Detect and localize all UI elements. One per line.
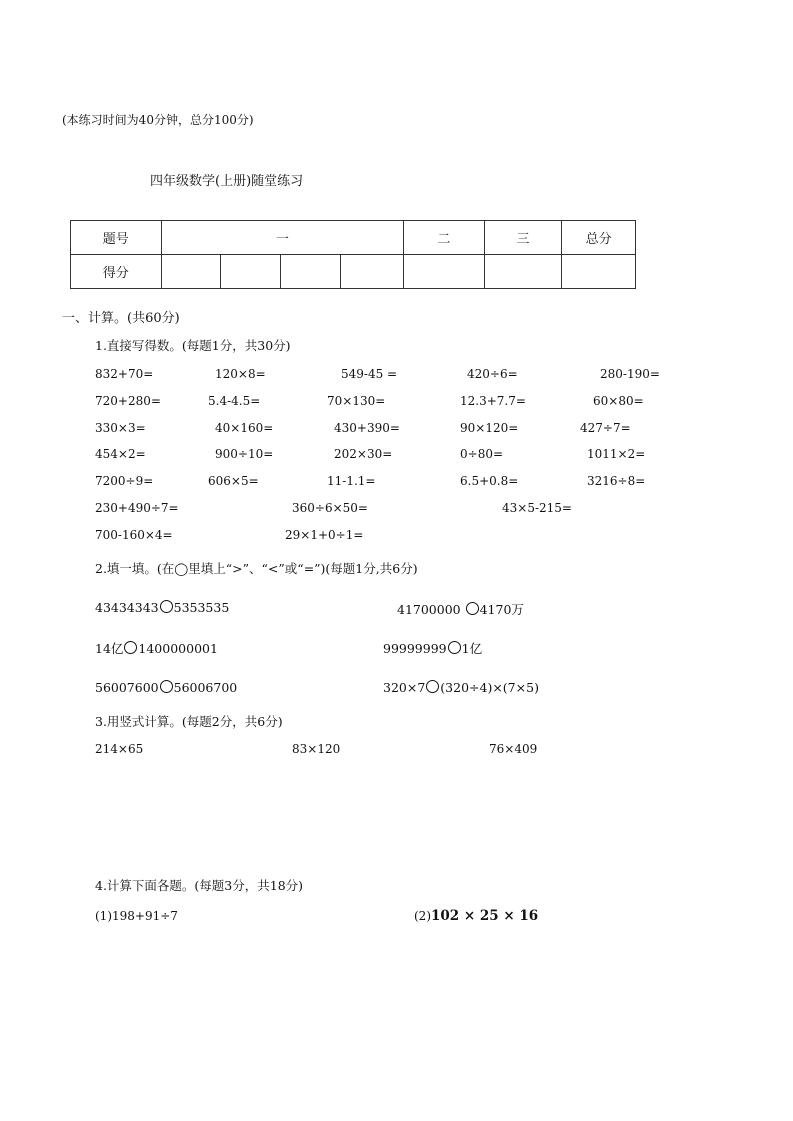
compare-left: 320×7 bbox=[383, 680, 426, 695]
arith-item: 60×80= bbox=[593, 394, 644, 408]
vertical-calc-item: 83×120 bbox=[292, 742, 341, 756]
answer-circle[interactable] bbox=[466, 602, 479, 615]
arith-item: 70×130= bbox=[327, 394, 386, 408]
answer-circle[interactable] bbox=[448, 641, 461, 654]
score-blank-cell bbox=[484, 255, 562, 289]
arith-item: 6.5+0.8= bbox=[460, 474, 519, 488]
vertical-calc-item: 214×65 bbox=[95, 742, 144, 756]
arith-item: 12.3+7.7= bbox=[460, 394, 526, 408]
section-title: 一、计算。(共60分) bbox=[62, 311, 180, 326]
arith-item: 11-1.1= bbox=[327, 474, 376, 488]
item-expression: 198+91÷7 bbox=[112, 909, 178, 923]
score-blank-cell bbox=[280, 255, 340, 289]
calc-item bbox=[95, 909, 178, 923]
arith-item: 900÷10= bbox=[215, 447, 274, 461]
answer-circle[interactable] bbox=[124, 641, 137, 654]
arith-item: 430+390= bbox=[334, 421, 400, 435]
arith-item: 427÷7= bbox=[580, 421, 631, 435]
answer-circle[interactable] bbox=[160, 600, 173, 613]
table-cell: 一 bbox=[161, 221, 404, 255]
arith-item: 700-160×4= bbox=[95, 528, 173, 542]
table-row bbox=[71, 221, 636, 255]
compare-left: 56007600 bbox=[95, 680, 159, 695]
compare-right: 56006700 bbox=[173, 680, 238, 695]
compare-right: 5353535 bbox=[173, 600, 230, 615]
arith-item: 360÷6×50= bbox=[292, 501, 368, 515]
table-cell: 题号 bbox=[71, 221, 162, 255]
time-note: (本练习时间为40分钟，总分100分) bbox=[62, 113, 254, 127]
item-number: (2) bbox=[414, 909, 431, 923]
score-blank-cell bbox=[161, 255, 221, 289]
compare-item bbox=[95, 680, 237, 695]
item-expression: 102 × 25 × 16 bbox=[431, 908, 539, 924]
compare-item bbox=[95, 600, 229, 615]
arith-item: 43×5-215= bbox=[502, 501, 572, 515]
score-table bbox=[70, 220, 636, 289]
arith-item: 720+280= bbox=[95, 394, 161, 408]
score-blank-cell bbox=[221, 255, 281, 289]
answer-circle[interactable] bbox=[426, 680, 439, 693]
question-title: 2.填一填。(在◯里填上“>”、“<”或“=”)(每题1分,共6分) bbox=[95, 561, 418, 576]
arith-item: 230+490÷7= bbox=[95, 501, 179, 515]
question-title: 1.直接写得数。(每题1分，共30分) bbox=[95, 338, 291, 353]
page-title: 四年级数学(上册)随堂练习 bbox=[150, 174, 304, 189]
score-blank-cell bbox=[562, 255, 636, 289]
table-cell: 总分 bbox=[562, 221, 636, 255]
compare-item bbox=[383, 680, 539, 695]
table-row bbox=[71, 255, 636, 289]
arith-item: 280-190= bbox=[600, 367, 660, 381]
arith-item: 29×1+0÷1= bbox=[285, 528, 364, 542]
arith-item: 832+70= bbox=[95, 367, 154, 381]
arith-item: 7200÷9= bbox=[95, 474, 154, 488]
arith-item: 454×2= bbox=[95, 447, 146, 461]
calc-item bbox=[414, 908, 538, 924]
compare-right: 1亿 bbox=[461, 641, 483, 656]
answer-circle[interactable] bbox=[160, 680, 173, 693]
vertical-calc-item: 76×409 bbox=[489, 742, 538, 756]
arith-item: 1011×2= bbox=[587, 447, 646, 461]
compare-left: 14亿 bbox=[95, 641, 124, 656]
arith-item: 90×120= bbox=[460, 421, 519, 435]
compare-left: 43434343 bbox=[95, 600, 159, 615]
arith-item: 120×8= bbox=[215, 367, 266, 381]
table-cell: 得分 bbox=[71, 255, 162, 289]
compare-right: 4170万 bbox=[479, 602, 524, 617]
compare-right: 1400000001 bbox=[138, 641, 218, 656]
arith-item: 40×160= bbox=[215, 421, 274, 435]
arith-item: 5.4-4.5= bbox=[208, 394, 261, 408]
compare-left: 41700000 bbox=[397, 602, 465, 617]
arith-item: 330×3= bbox=[95, 421, 146, 435]
compare-right: (320÷4)×(7×5) bbox=[440, 680, 539, 695]
compare-item bbox=[95, 639, 218, 657]
arith-item: 606×5= bbox=[208, 474, 259, 488]
arith-item: 420÷6= bbox=[467, 367, 518, 381]
score-blank-cell bbox=[404, 255, 485, 289]
question-title: 3.用竖式计算。(每题2分，共6分) bbox=[95, 714, 283, 729]
arith-item: 0÷80= bbox=[460, 447, 504, 461]
table-cell: 二 bbox=[404, 221, 485, 255]
compare-left: 99999999 bbox=[383, 641, 447, 656]
arith-item: 3216÷8= bbox=[587, 474, 646, 488]
score-blank-cell bbox=[340, 255, 404, 289]
arith-item: 202×30= bbox=[334, 447, 393, 461]
question-title: 4.计算下面各题。(每题3分，共18分) bbox=[95, 878, 304, 893]
compare-item bbox=[397, 600, 524, 618]
item-number: (1) bbox=[95, 909, 112, 923]
arith-item: 549-45 = bbox=[341, 367, 398, 381]
table-cell: 三 bbox=[484, 221, 562, 255]
compare-item bbox=[383, 639, 482, 657]
